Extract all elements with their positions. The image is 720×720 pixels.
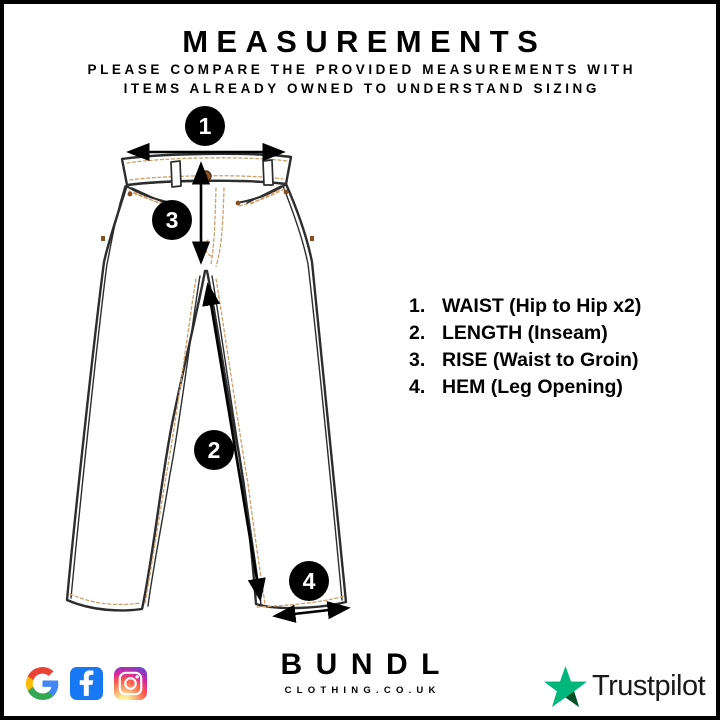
marker-1 — [185, 106, 225, 146]
trustpilot-star-icon — [544, 666, 587, 707]
subtitle-line-2: ITEMS ALREADY OWNED TO UNDERSTAND SIZING — [123, 81, 600, 96]
legend-item-length — [409, 320, 641, 347]
marker-4-label: 4 — [302, 568, 316, 594]
legend-item-rise — [409, 347, 641, 374]
belt-loop — [171, 161, 181, 187]
marker-3 — [152, 200, 192, 240]
legend-item-hem — [409, 374, 641, 401]
legend-number: 2. — [409, 322, 426, 344]
marker-3-label: 3 — [165, 207, 179, 233]
legend-number: 1. — [409, 295, 426, 317]
marker-1-label: 1 — [198, 113, 212, 139]
measurement-legend — [409, 293, 641, 401]
subtitle-line-1: PLEASE COMPARE THE PROVIDED MEASUREMENTS WITH — [87, 62, 637, 77]
brand-name: BUNDL — [280, 648, 453, 681]
belt-loop — [263, 160, 273, 185]
legend-number: 3. — [409, 349, 426, 371]
trustpilot-label: Trustpilot — [592, 670, 706, 702]
legend-item-waist — [409, 293, 641, 320]
trustpilot-badge[interactable] — [544, 666, 705, 707]
jeans-outline — [67, 154, 346, 611]
marker-2-label: 2 — [207, 437, 221, 463]
legend-text: HEM (Leg Opening) — [442, 376, 623, 398]
marker-4 — [289, 561, 329, 601]
legend-number: 4. — [409, 376, 426, 398]
legend-text: LENGTH (Inseam) — [442, 322, 608, 344]
legend-text: WAIST (Hip to Hip x2) — [442, 295, 642, 317]
legend-text: RISE (Waist to Groin) — [442, 349, 639, 371]
brand-domain: CLOTHING.CO.UK — [284, 685, 441, 696]
page-title: MEASUREMENTS — [182, 24, 547, 59]
marker-2 — [194, 430, 234, 470]
